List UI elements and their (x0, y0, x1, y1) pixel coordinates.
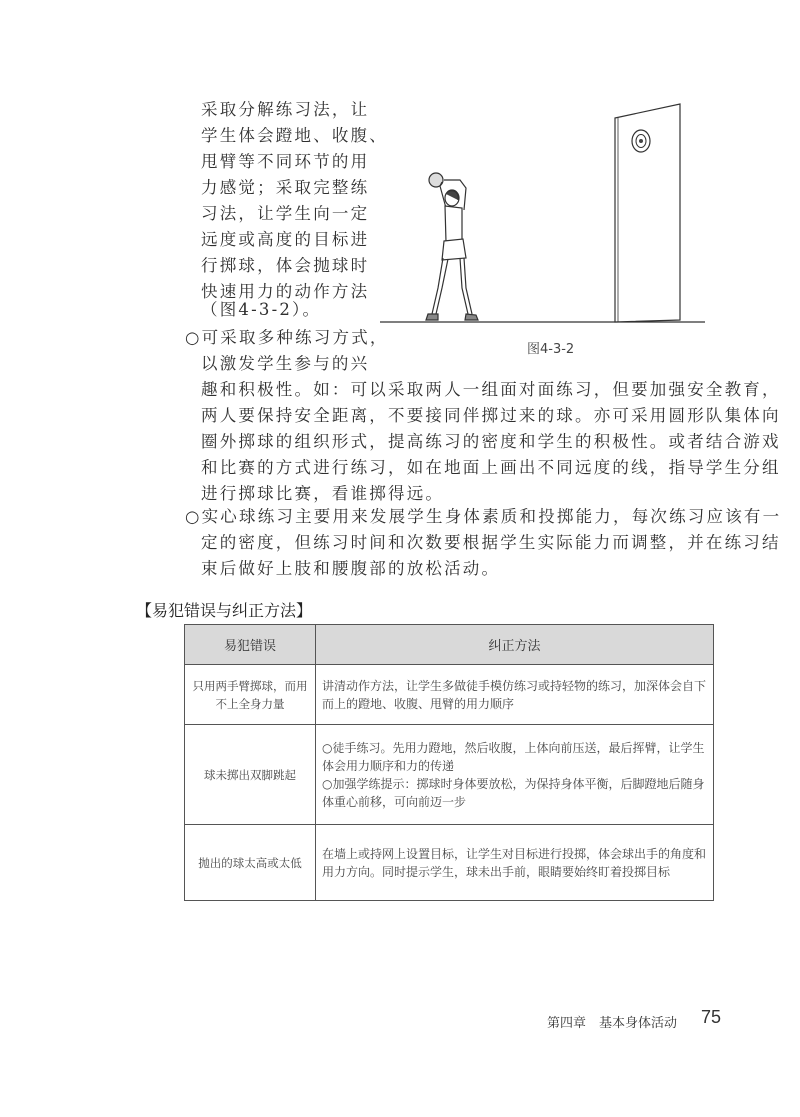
text-line: 力感觉；采取完整练 (201, 178, 370, 197)
fix-text: ○加强学练提示：掷球时身体要放松，为保持身体平衡，后脚蹬地后随身体重心前移，可向前迈一步 (322, 776, 705, 809)
figure-caption: 图4-3-2 (527, 342, 575, 357)
table-row (185, 825, 714, 901)
text-line: ○可采取多种练习方式， (185, 328, 389, 347)
fix-cell (316, 725, 714, 825)
text-line: （图4-3-2）。 (201, 300, 322, 319)
text-line: ○实心球练习主要用来发展学生身体素质和投掷能力，每次练习应该有一 (185, 507, 782, 526)
text-line: 两人要保持安全距离，不要接同伴掷过来的球。亦可采用圆形队集体向 (201, 406, 781, 425)
table-header-row (185, 625, 714, 665)
text-line: 束后做好上肢和腰腹部的放松活动。 (201, 559, 501, 578)
text-line: 圈外掷球的组织形式，提高练习的密度和学生的积极性。或者结合游戏 (201, 432, 781, 451)
table-header: 易犯错误 (185, 625, 316, 665)
text-line: 远度或高度的目标进 (201, 230, 370, 249)
fix-text: 在墙上或持网上设置目标，让学生对目标进行投掷，体会球出手的角度和用力方向。同时提示学生，球未出手前，眼睛要始终盯着投掷目标 (322, 846, 707, 879)
table-row (185, 665, 714, 725)
text-line: 学生体会蹬地、收腹、 (201, 126, 388, 145)
table-row (185, 725, 714, 825)
fix-text: ○徒手练习。先用力蹬地，然后收腹，上体向前压送，最后挥臂，让学生体会用力顺序和力的传递 (322, 740, 705, 773)
text-line: 习法，让学生向一定 (201, 204, 370, 223)
fix-cell (316, 825, 714, 901)
text-line: 采取分解练习法，让 (201, 100, 370, 119)
errors-table (184, 624, 714, 901)
error-cell: 只用两手臂掷球，而用不上全身力量 (185, 665, 316, 725)
text-line: 进行掷球比赛，看谁掷得远。 (201, 484, 445, 503)
section-title: 【易犯错误与纠正方法】 (136, 601, 313, 620)
text-line: 定的密度，但练习时间和次数要根据学生实际能力而调整，并在练习结 (201, 533, 781, 552)
target-icon (632, 130, 650, 152)
fix-cell (316, 665, 714, 725)
text-line: 快速用力的动作方法 (201, 282, 370, 301)
error-cell: 球未掷出双脚跳起 (185, 725, 316, 825)
figure-throw-illustration (380, 98, 705, 328)
text-line: 和比赛的方式进行练习，如在地面上画出不同远度的线，指导学生分组 (201, 458, 781, 477)
student-figure (426, 173, 478, 320)
text-line: 行掷球，体会抛球时 (201, 256, 370, 275)
page-number: 75 (701, 1007, 722, 1027)
error-cell: 抛出的球太高或太低 (185, 825, 316, 901)
text-line: 以激发学生参与的兴 (201, 354, 370, 373)
table-header: 纠正方法 (316, 625, 714, 665)
text-line: 甩臂等不同环节的用 (201, 152, 370, 171)
text-line: 趣和积极性。如：可以采取两人一组面对面练习，但要加强安全教育， (201, 380, 781, 399)
fix-text: 讲清动作方法，让学生多做徒手模仿练习或持轻物的练习，加深体会自下而上的蹬地、收腹、甩臂的用力顺序 (322, 678, 707, 711)
chapter-footer: 第四章 基本身体活动 (547, 1016, 678, 1031)
